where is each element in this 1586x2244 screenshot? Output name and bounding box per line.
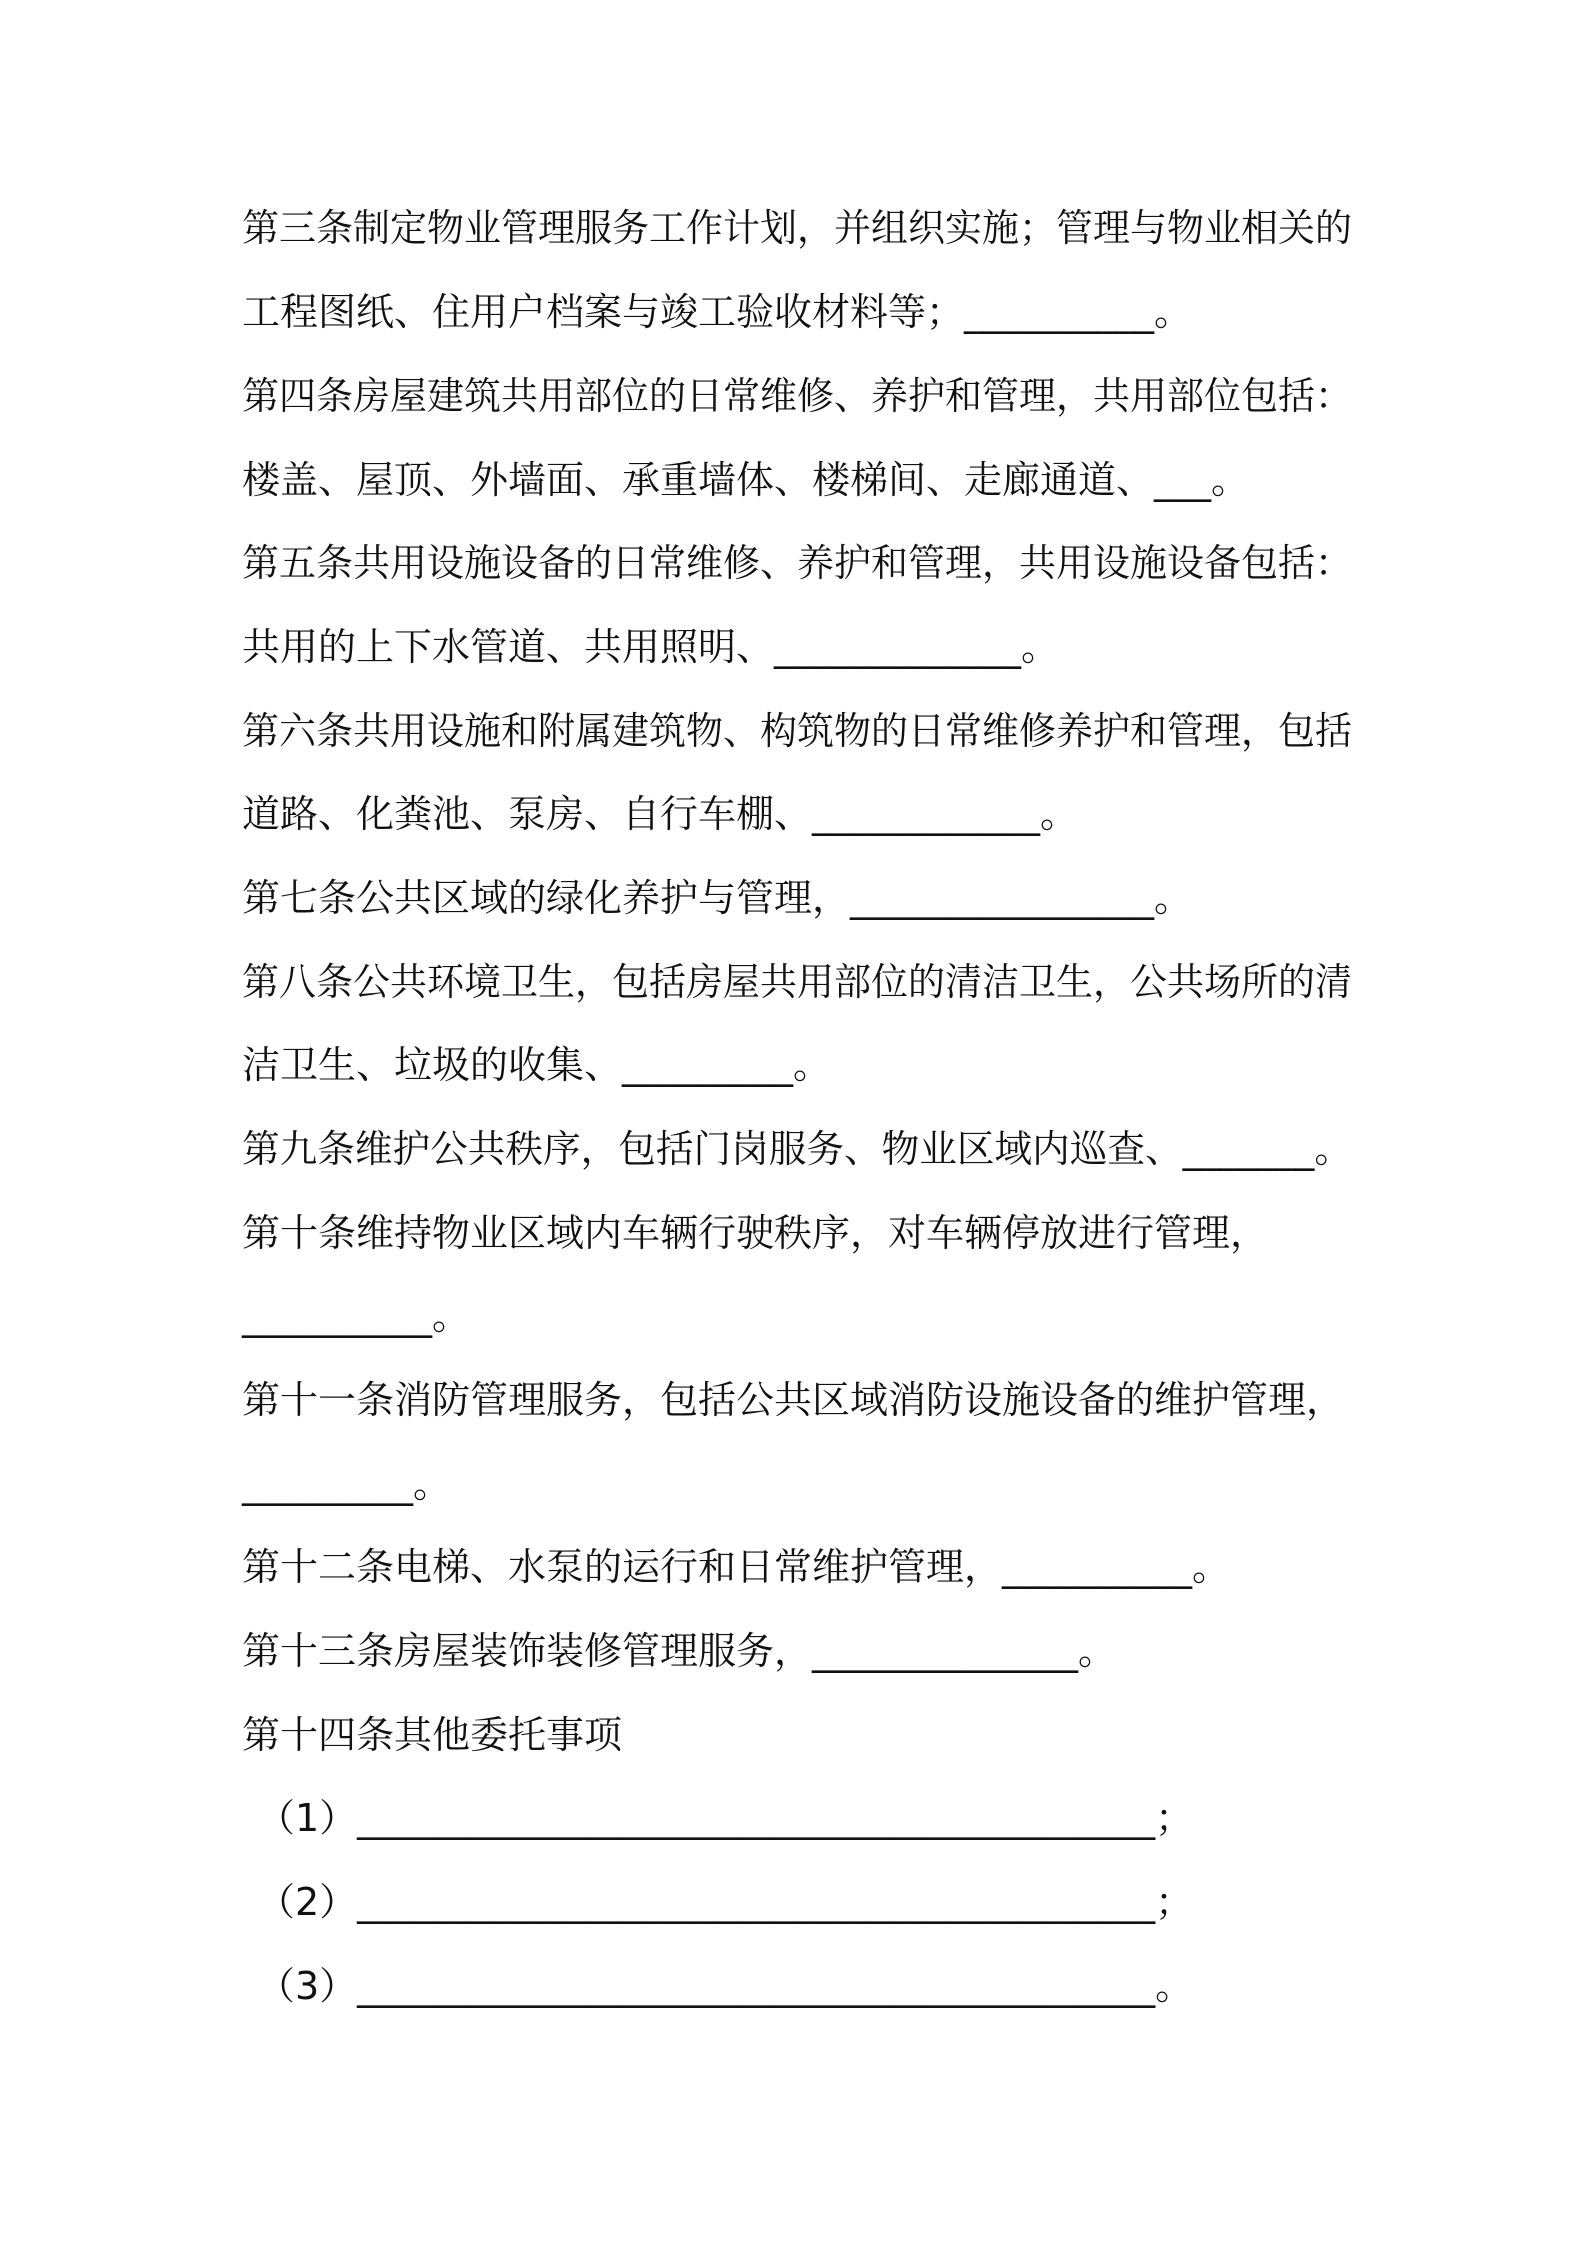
clause-11-line-2: _________。 [242, 1462, 452, 1506]
clause-10-line-2: __________。 [242, 1294, 471, 1338]
clause-14-item-2: （2）__________________________________________； [257, 1880, 1194, 1924]
clause-14-item-1: （1）__________________________________________； [257, 1796, 1194, 1840]
clause-10-line-1: 第十条维持物业区域内车辆行驶秩序，对车辆停放进行管理， [242, 1211, 1269, 1255]
clause-3-line-2: 工程图纸、住用户档案与竣工验收材料等；__________。 [242, 290, 1193, 334]
clause-7-line-1: 第七条公共区域的绿化养护与管理，________________。 [242, 876, 1193, 920]
clause-5-line-1: 第五条共用设施设备的日常维修、养护和管理，共用设施设备包括： [242, 541, 1353, 585]
clause-4-line-1: 第四条房屋建筑共用部位的日常维修、养护和管理，共用部位包括： [242, 374, 1353, 418]
clause-12-line-1: 第十二条电梯、水泵的运行和日常维护管理，__________。 [242, 1545, 1231, 1589]
clause-6-line-1: 第六条共用设施和附属建筑物、构筑物的日常维修养护和管理，包括 [242, 709, 1353, 753]
clause-13-line-1: 第十三条房屋装饰装修管理服务，______________。 [242, 1629, 1117, 1673]
clause-8-line-1: 第八条公共环境卫生，包括房屋共用部位的清洁卫生，公共场所的清 [242, 960, 1353, 1004]
clause-14-item-3: （3）__________________________________________。 [257, 1964, 1194, 2008]
clause-8-line-2: 洁卫生、垃圾的收集、_________。 [242, 1043, 832, 1087]
clause-14-heading: 第十四条其他委托事项 [242, 1713, 623, 1757]
clause-3-line-1: 第三条制定物业管理服务工作计划，并组织实施；管理与物业相关的 [242, 206, 1353, 250]
clause-4-line-2: 楼盖、屋顶、外墙面、承重墙体、楼梯间、走廊通道、___。 [242, 458, 1250, 502]
clause-11-line-1: 第十一条消防管理服务，包括公共区域消防设施设备的维护管理， [242, 1378, 1345, 1422]
clause-6-line-2: 道路、化粪池、泵房、自行车棚、____________。 [242, 792, 1079, 836]
clause-9-line-1: 第九条维护公共秩序，包括门岗服务、物业区域内巡查、_______。 [242, 1127, 1353, 1171]
clause-5-line-2: 共用的上下水管道、共用照明、_____________。 [242, 625, 1060, 669]
